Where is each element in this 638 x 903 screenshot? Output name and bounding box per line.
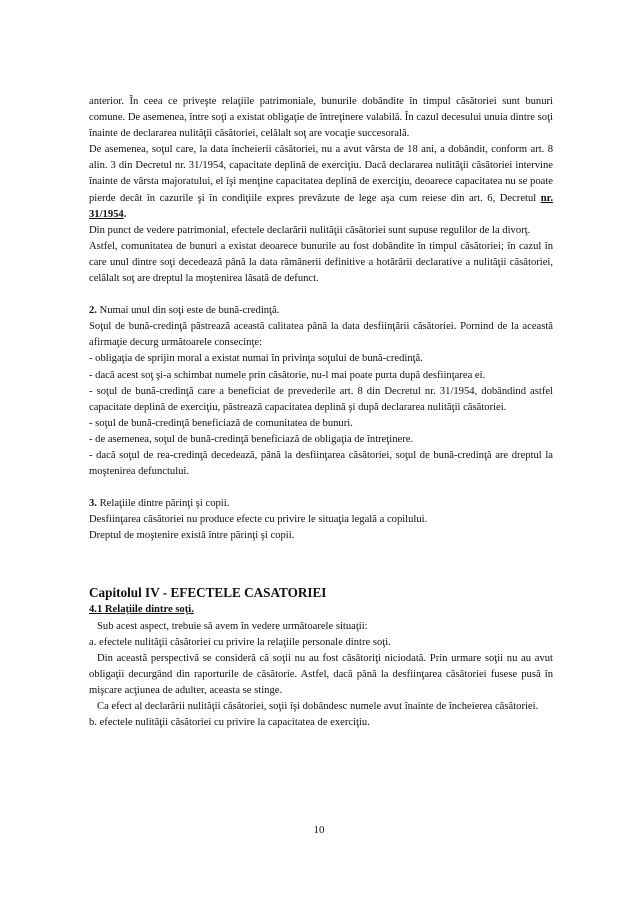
subsection-title: Relaţiile dintre soţi. — [102, 604, 194, 616]
chapter-paragraph-intro: Sub acest aspect, trebuie să avem în vedere următoarele situaţii: — [97, 620, 368, 632]
list-item: - de asemenea, soţul de bună-credinţă beneficiază de obligaţia de întreţinere. — [89, 433, 414, 445]
section-3-title: Relaţiile dintre părinţi şi copii. — [96, 498, 230, 510]
chapter-paragraph-perspective: Din această perspectivă se consideră că soţii nu au fost căsătoriţi niciodată. Prin urmare soţii nu au avut obligaţii decurgând din raporturile de căsătorie. Astfel, dacă până la desfiinţarea căsătoriei fusese pusă în mişcare acţiunea de adulter, aceasta se stinge. — [89, 652, 553, 696]
section-3-line-1: Desfiinţarea căsătoriei nu produce efecte cu privire le situaţia legală a copilului. — [89, 514, 428, 526]
paragraph-minor-capacity — [89, 142, 553, 222]
section-2-intro: Soţul de bună-credinţă păstrează această calitatea până la data desfiinţării căsătoriei. Pornind de la această afirmaţie decurg următoarele consecinţe: — [89, 321, 553, 349]
document-page — [89, 94, 553, 731]
paragraph-marriage-effects: anterior. În ceea ce priveşte relaţiile patrimoniale, bunurile dobândite în timpul căsătoriei sunt bunuri comune. De asemenea, între soţi a existat obligaţie de întreţinere valabilă. În cazul decesului unuia dintre soţi înainte de declararea nulităţii căsătoriei, celălalt soţ are vocaţie succesorală. — [89, 96, 553, 140]
paragraph-community-goods: Astfel, comunitatea de bunuri a existat deoarece bunurile au fost dobândite în timpul căsătoriei; în cazul în care unul dintre soţi decedează până la data rămânerii definitive a hotărârii declarative a nulităţii căsătoriei, celălalt soţ are dreptul la moştenirea lăsată de defunct. — [89, 240, 553, 285]
list-item: - soţul de bună-credinţă beneficiază de comunitatea de bunuri. — [89, 417, 353, 429]
page-number: 10 — [313, 824, 325, 836]
list-item: - obligaţia de sprijin moral a existat numai în privinţa soţului de bună-credinţă. — [89, 353, 423, 365]
decree-reference-link[interactable]: nr. 31/1954 — [89, 192, 553, 220]
paragraph-minor-capacity-text: De asemenea, soţul care, la data încheierii căsătoriei, nu a avut vârsta de 18 ani, a dobândit, conform art. 8 alin. 3 din Decretul nr. 31/1954, capacitate deplină de exerciţiu. Dacă declararea nulităţii căsătoriei intervine înainte de vârsta majoratului, el îşi menţine capacitatea deplină de exerciţiu, deoarece capacitatea nu se poate pierde decât în cazurile şi în condiţiile expres prevăzute de lege aşa cum reiese din art. 6, Decretul — [89, 144, 553, 204]
list-item: - dacă soţul de rea-credinţă decedează, până la desfiinţarea căsătoriei, soţul de bună-credinţă are dreptul la moştenirea defunctului. — [89, 449, 553, 478]
section-3-heading — [89, 496, 553, 512]
subsection-number: 4.1 — [89, 604, 103, 616]
list-item: - soţul de bună-credinţă care a beneficiat de prevederile art. 8 din Decretul nr. 31/1954, dobândind astfel capacitate deplină de exerciţiu, păstrează capacitatea deplină şi după declararea nulităţii căsătoriei. — [89, 385, 553, 413]
section-2-title: Numai unul din soţi este de bună-credinţă. — [96, 305, 280, 317]
chapter-point-a: a. efectele nulităţii căsătoriei cu privire la relaţiile personale dintre soţi. — [89, 636, 391, 648]
chapter-paragraph-names: Ca efect al declarării nulităţii căsătoriei, soţii îşi dobândesc numele avut înainte de încheierea căsătoriei. — [97, 701, 539, 712]
list-item: - dacă acest soţ şi-a schimbat numele prin căsătorie, nu-l mai poate purta după desfiinţarea ei. — [89, 369, 486, 381]
chapter-point-b: b. efectele nulităţii căsătoriei cu privire la capacitatea de exerciţiu. — [89, 717, 370, 729]
section-3-number: 3. — [89, 498, 97, 510]
section-2-heading — [89, 303, 553, 319]
paragraph-patrimonial: Din punct de vedere patrimonial, efectele declarării nulităţii căsătoriei sunt supuse regulilor de la divorţ. — [89, 224, 531, 236]
subsection-heading — [89, 602, 553, 618]
section-3-line-2: Dreptul de moştenire există între părinţi şi copii. — [89, 530, 295, 542]
decree-reference-period: . — [123, 208, 127, 220]
section-2-number: 2. — [89, 305, 97, 317]
chapter-title: Capitolul IV - EFECTELE CASATORIEI — [89, 585, 327, 601]
